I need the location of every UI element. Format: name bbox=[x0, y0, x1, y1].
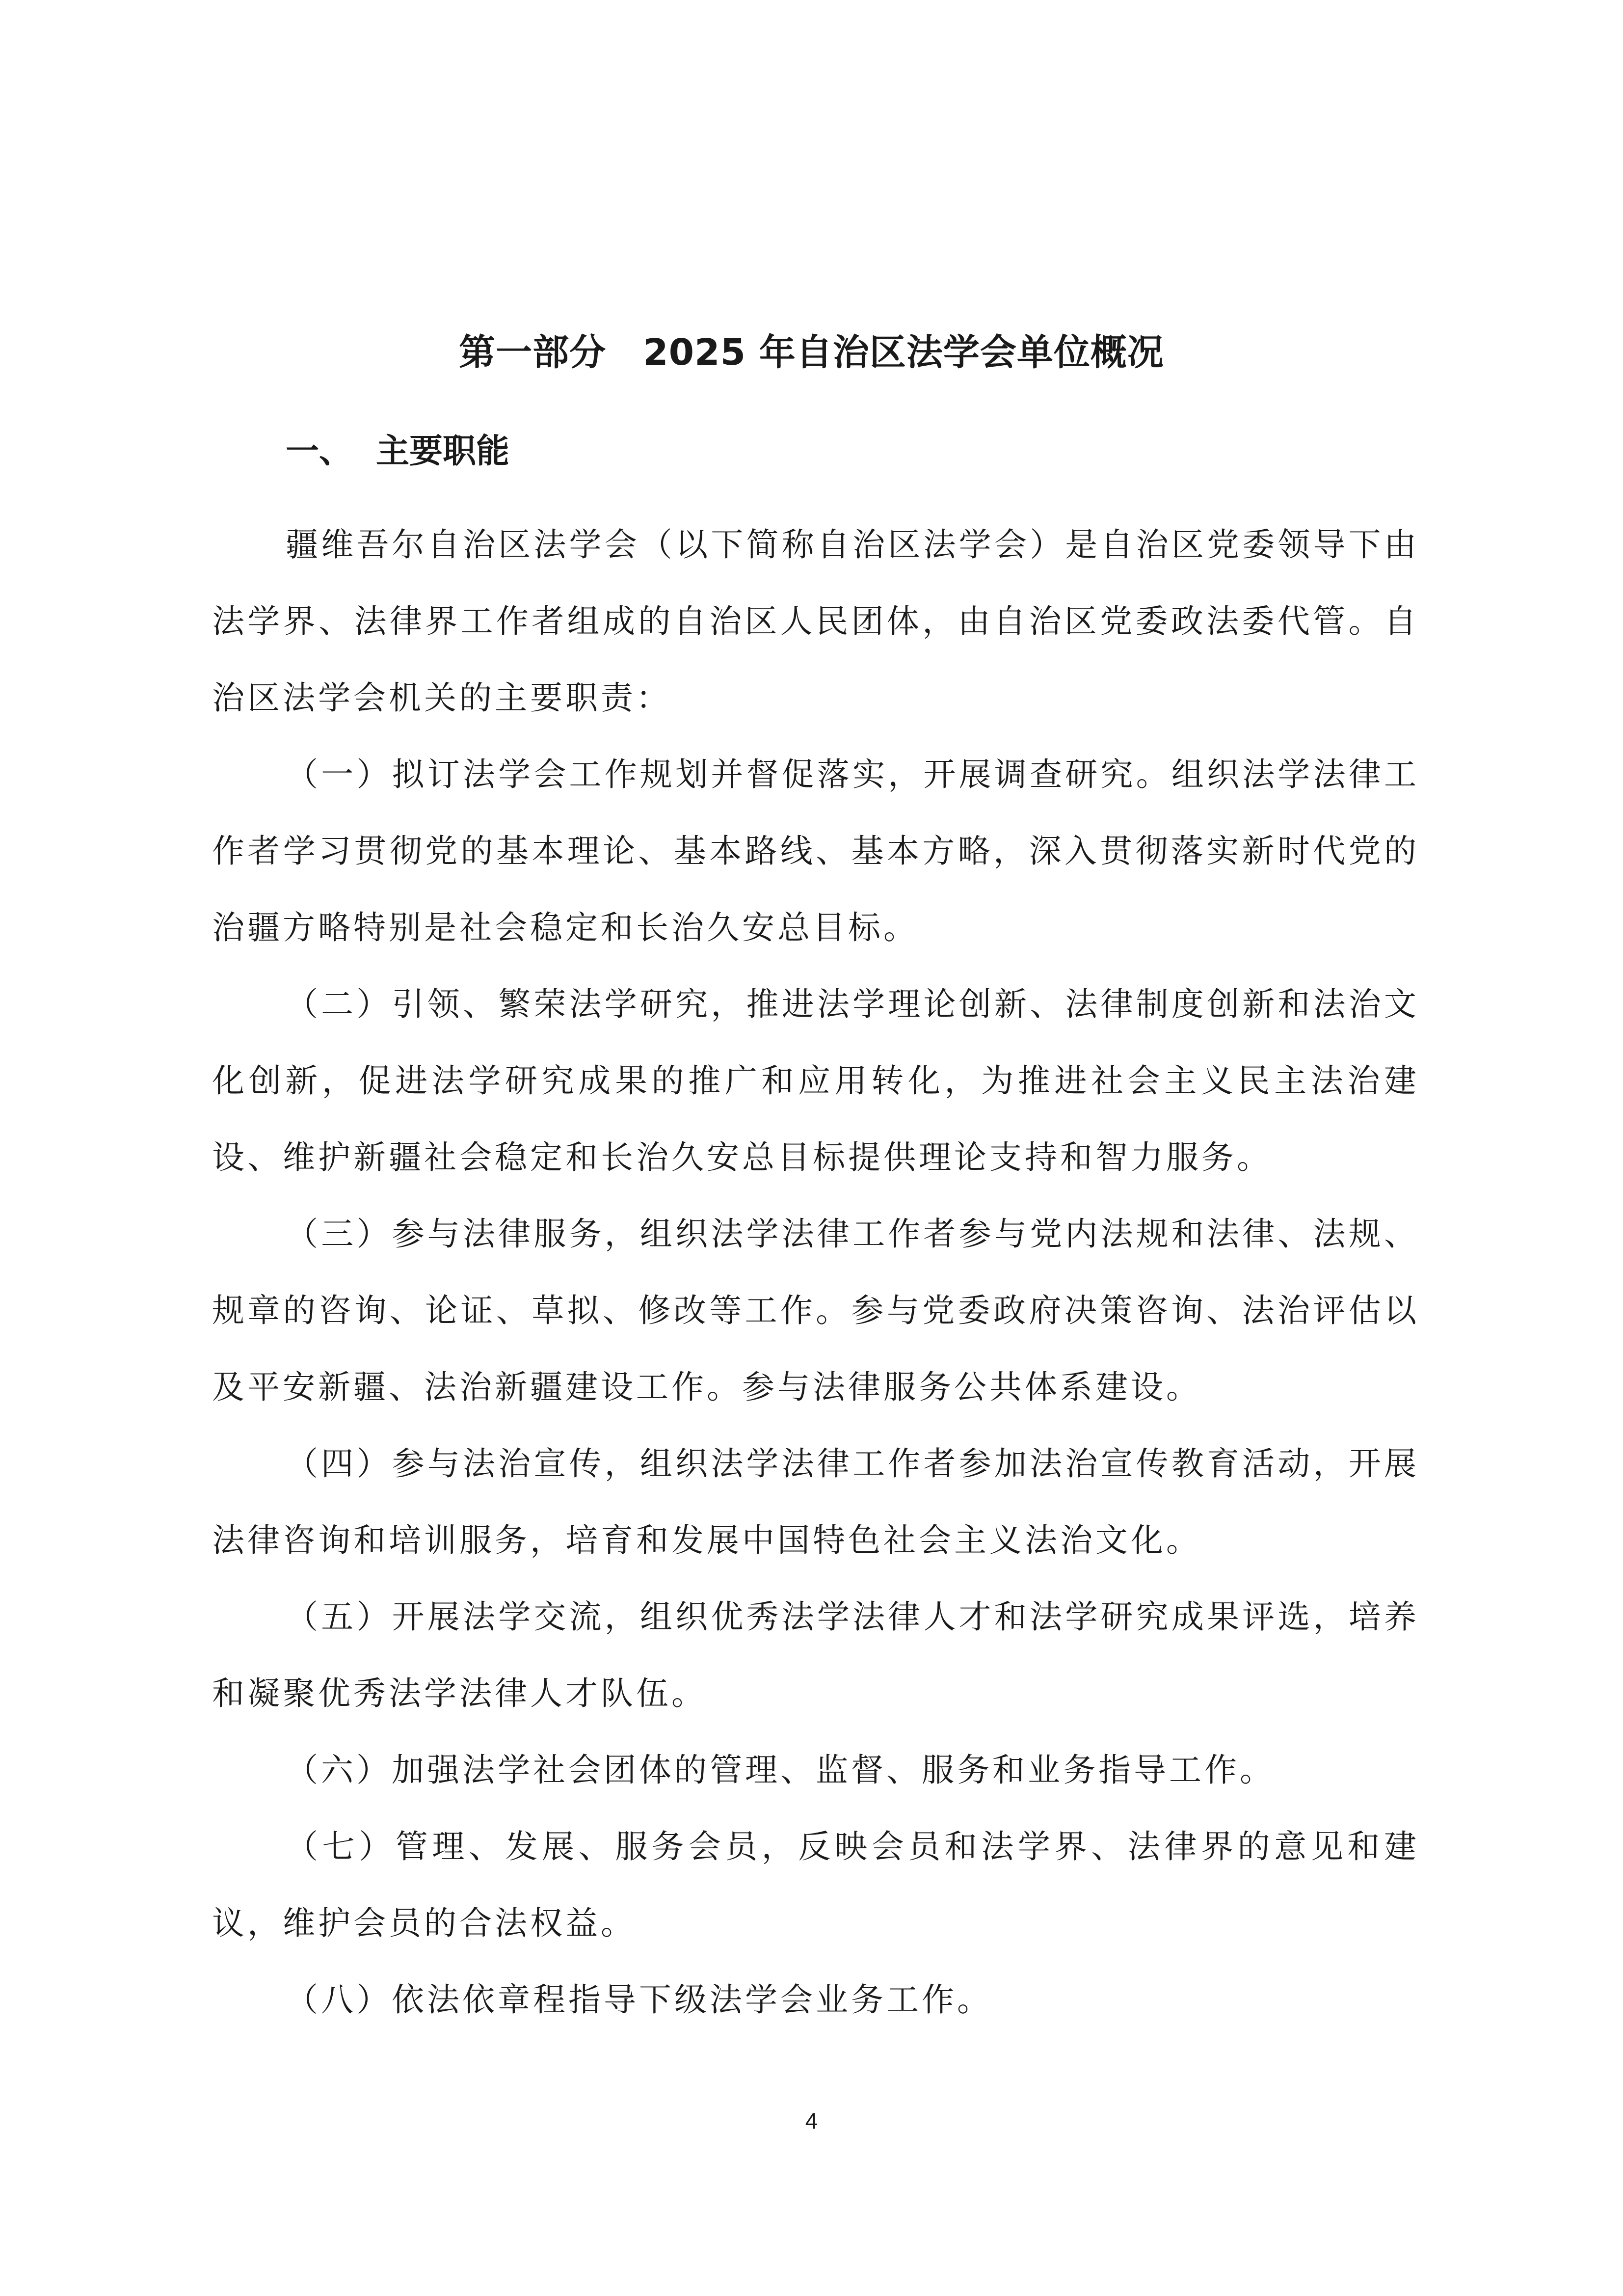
paragraph-duty-1: （一）拟订法学会工作规划并督促落实，开展调查研究。组织法学法律工作者学习贯彻党的基本理论、基本路线、基本方略，深入贯彻落实新时代党的治疆方略特别是社会稳定和长治久安总目标。 bbox=[212, 756, 1419, 946]
paragraph-duty-4: （四）参与法治宣传，组织法学法律工作者参加法治宣传教育活动，开展法律咨询和培训服务，培育和发展中国特色社会主义法治文化。 bbox=[212, 1445, 1419, 1559]
section-heading bbox=[286, 427, 509, 476]
section-title: 主要职能 bbox=[376, 432, 510, 471]
paragraph-duty-7: （七）管理、发展、服务会员，反映会员和法学界、法律界的意见和建议，维护会员的合法权益。 bbox=[212, 1828, 1419, 1942]
paragraph-duty-2: （二）引领、繁荣法学研究，推进法学理论创新、法律制度创新和法治文化创新，促进法学研究成果的推广和应用转化，为推进社会主义民主法治建设、维护新疆社会稳定和长治久安总目标提供理论支持和智力服务。 bbox=[212, 985, 1419, 1176]
page-number: 4 bbox=[805, 2108, 818, 2134]
paragraph-duty-6: （六）加强法学社会团体的管理、监督、服务和业务指导工作。 bbox=[286, 1751, 1275, 1789]
paragraph-intro: 疆维吾尔自治区法学会（以下简称自治区法学会）是自治区党委领导下由法学界、法律界工作者组成的自治区人民团体，由自治区党委政法委代管。自治区法学会机关的主要职责： bbox=[212, 526, 1419, 717]
paragraph-duty-5: （五）开展法学交流，组织优秀法学法律人才和法学研究成果评选，培养和凝聚优秀法学法律人才队伍。 bbox=[212, 1598, 1419, 1712]
paragraph-duty-8: （八）依法依章程指导下级法学会业务工作。 bbox=[286, 1981, 992, 2019]
page-title: 第一部分 2025 年自治区法学会单位概况 bbox=[459, 331, 1164, 374]
paragraph-duty-3: （三）参与法律服务，组织法学法律工作者参与党内法规和法律、法规、规章的咨询、论证、草拟、修改等工作。参与党委政府决策咨询、法治评估以及平安新疆、法治新疆建设工作。参与法律服务公共体系建设。 bbox=[212, 1215, 1419, 1406]
section-number: 一、 bbox=[286, 432, 353, 471]
body-text bbox=[212, 507, 1419, 2038]
